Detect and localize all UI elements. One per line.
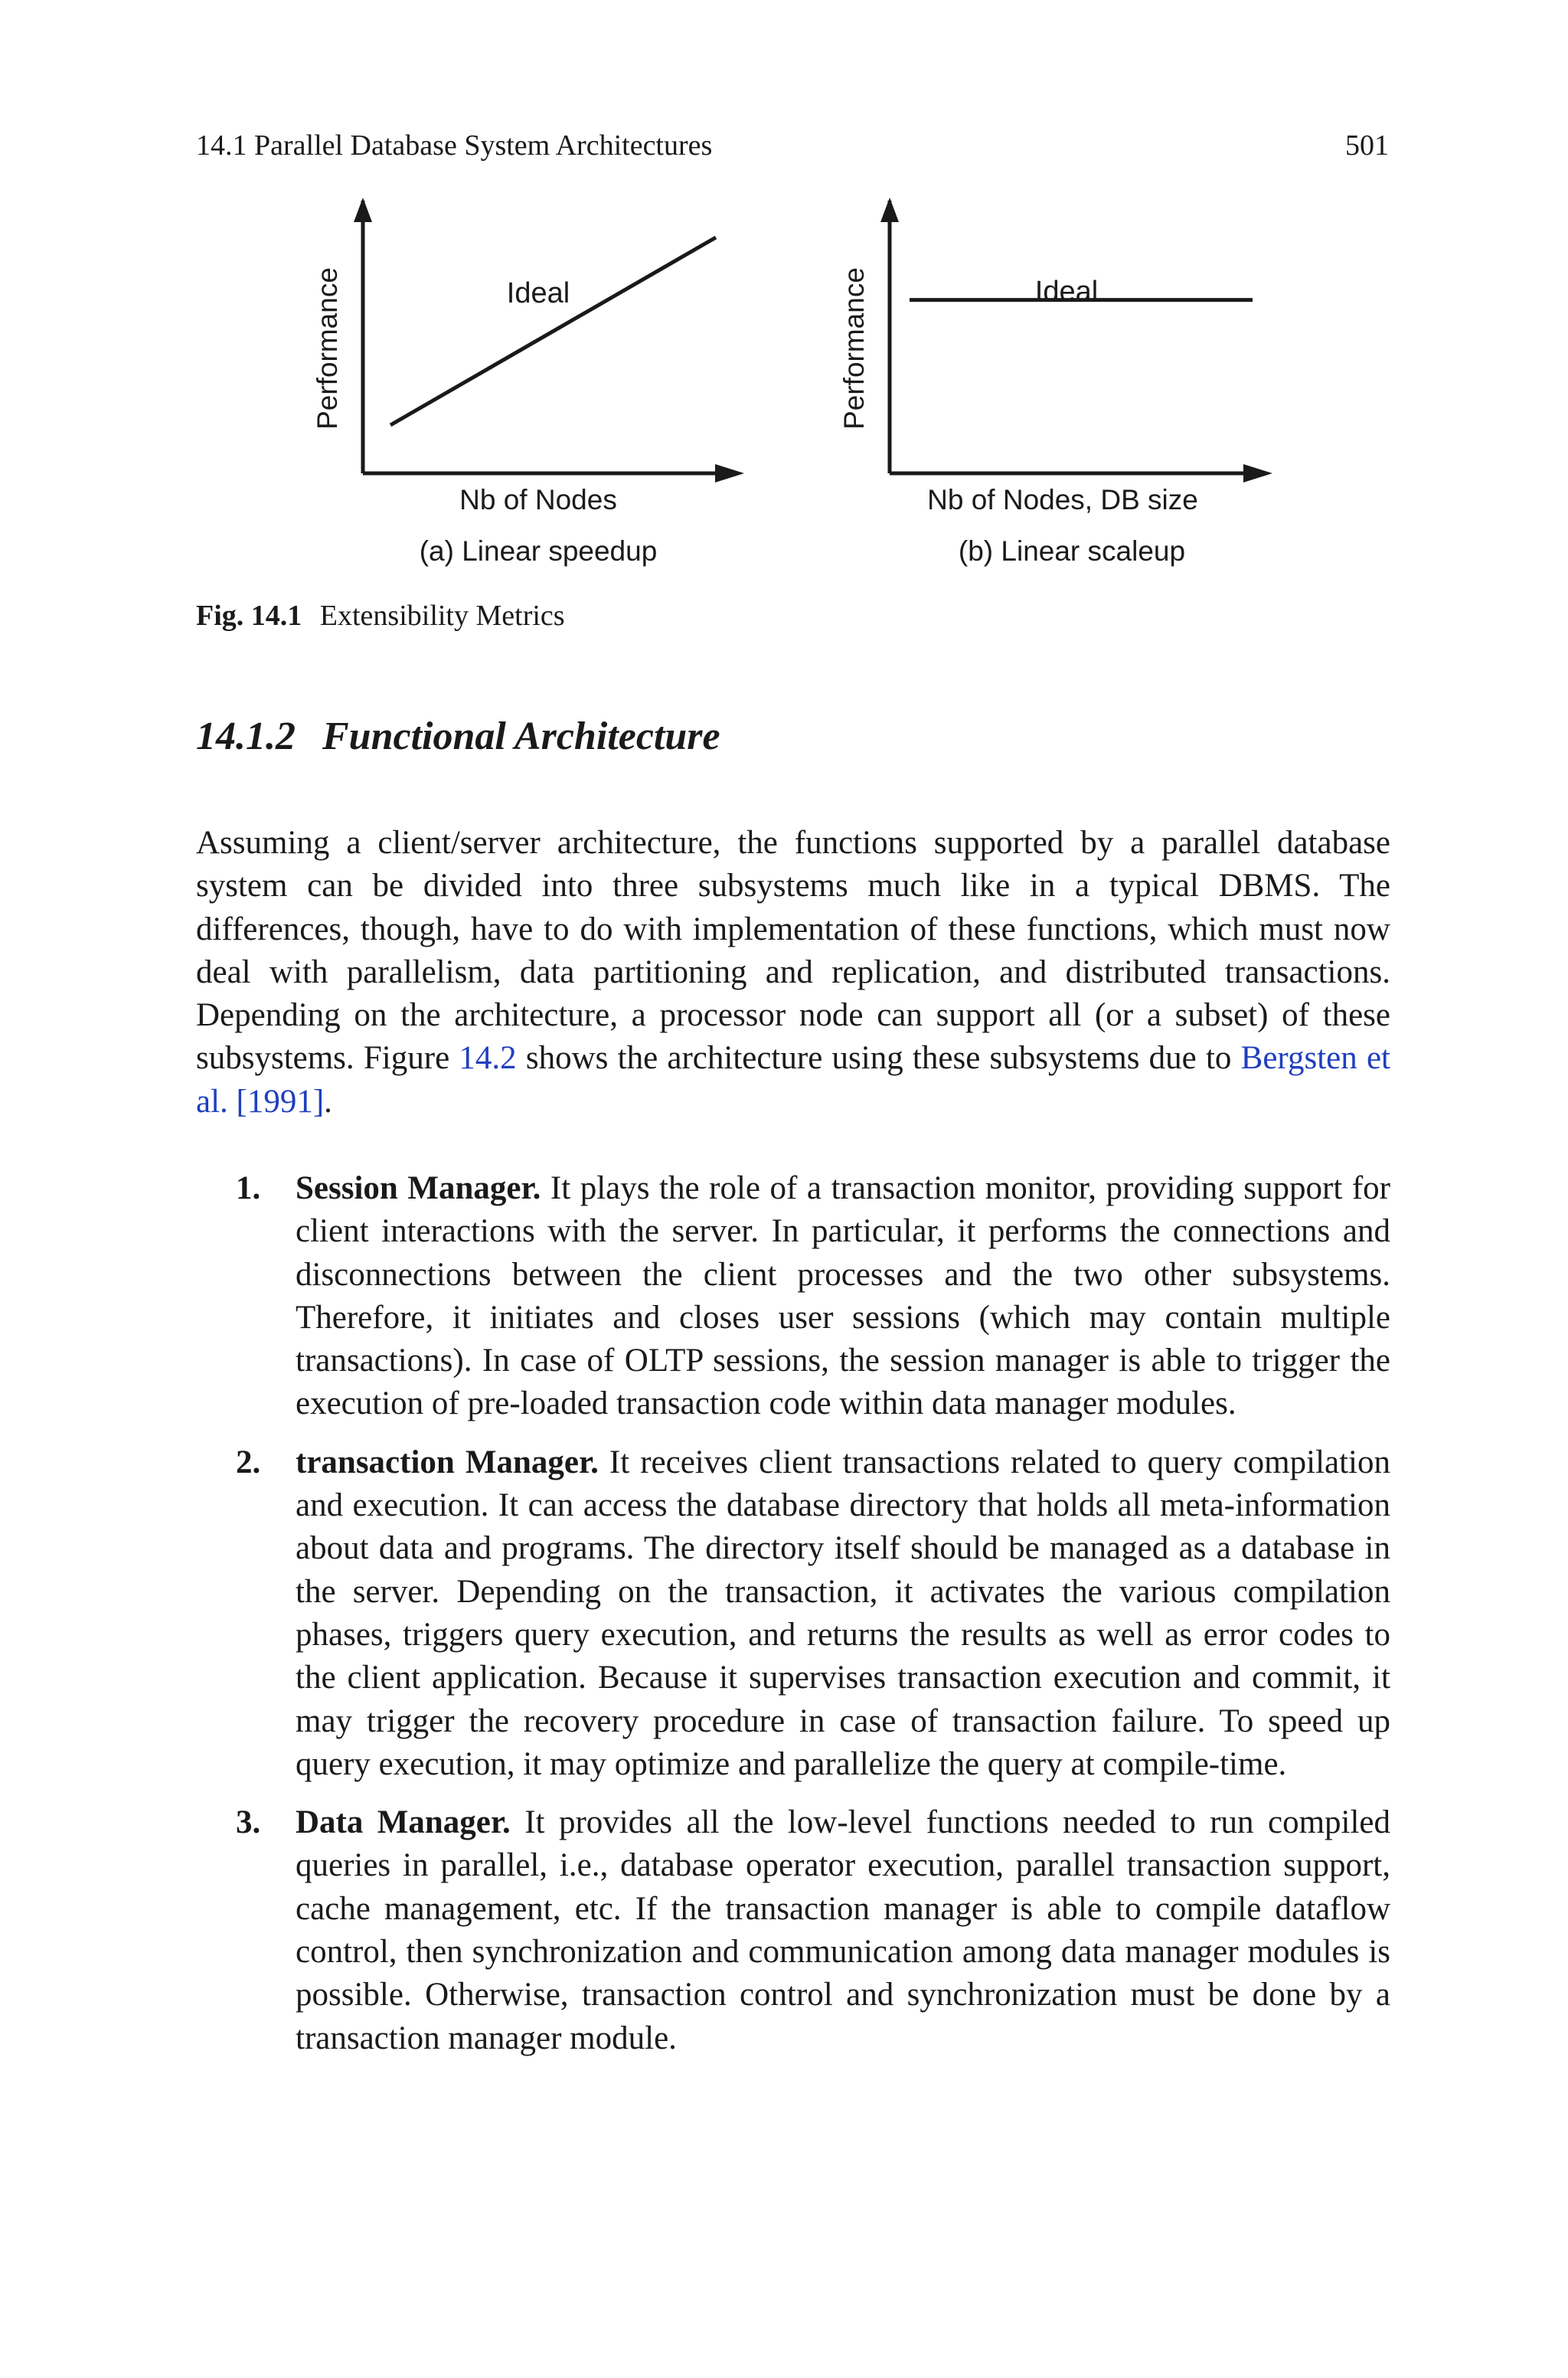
chart-a-series-label: Ideal [506,277,570,309]
chart-b-x-axis-arrow-icon [1243,464,1272,482]
list-item [196,1167,1390,1426]
section-number: 14.1.2 [196,715,296,758]
intro-text-2: shows the architecture using these subsystems due to [516,1040,1241,1077]
chart-b-title: (b) Linear scaleup [958,535,1186,567]
intro-text-1: Assuming a client/server architecture, the functions supported by a parallel database system can be divided into three subsystems much like in a typical DBMS. The differences, though, have to do with implementation of these functions, which must now deal with parallelism, data partitioning and replication, and distributed transactions. Depending on the architecture, a processor node can support all (or a subset) of these subsystems. Figure [196,825,1390,1077]
list-item-text: It receives client transactions related to query compilation and execution. It can access the database directory that holds all meta-information about data and programs. The directory itself should be managed as a database in the server. Depending on the transaction, it activates the various compilation phases, triggers query execution, and returns the results as well as error codes to the client application. Because it supervises transaction execution and commit, it may trigger the recovery procedure in case of transaction failure. To speed up query execution, it may optimize and parallelize the query at compile-time. [296,1444,1391,1782]
list-item-term: Data Manager. [296,1804,511,1841]
list-item-number: 1. [236,1170,261,1206]
chart-a-x-axis-arrow-icon [715,464,744,482]
figure-14-1 [0,0,1568,582]
chart-b-y-axis-arrow-icon [880,198,899,222]
chart-b [838,198,1272,567]
chart-a-y-axis-arrow-icon [354,198,372,222]
figure-label: Fig. 14.1 [196,600,302,632]
figure-reference-link[interactable]: 14.2 [459,1040,517,1077]
citation-link[interactable]: Bergsten et al. [1991] [196,1040,1390,1120]
list-item-number: 2. [236,1444,261,1480]
chart-a-x-label: Nb of Nodes [459,484,617,515]
chart-a [312,198,744,567]
list-item [196,1441,1390,1786]
list-item-text: It provides all the low-level functions needed to run compiled queries in parallel, i.e., database operator execution, parallel transaction support, cache management, etc. If the transaction manager is able to compile dataflow control, then synchronization and communication among data manager modules is possible. Otherwise, transaction control and synchronization must be done by a transaction manager module. [296,1804,1390,2056]
running-head-title: 14.1 Parallel Database System Architectures [196,129,713,162]
list-item [196,1801,1390,2060]
figure-caption-text: Extensibility Metrics [319,600,565,632]
intro-text-end: . [324,1083,332,1120]
page-number: 501 [1345,129,1389,162]
figure-caption [196,597,565,634]
intro-paragraph [196,822,1390,1124]
list-item-term: Session Manager. [296,1170,541,1206]
chart-a-title: (a) Linear speedup [419,535,658,567]
chart-b-x-label: Nb of Nodes, DB size [927,484,1198,515]
list-item-number: 3. [236,1804,261,1841]
section-heading [196,712,720,761]
chart-b-series-label: Ideal [1034,276,1099,308]
list-item-term: transaction Manager. [296,1444,599,1480]
list-item-text: It plays the role of a transaction monitor, providing support for client interactions with the server. In particular, it performs the connections and disconnections between the client processes and the two other subsystems. Therefore, it initiates and closes user sessions (which may contain multiple transactions). In case of OLTP sessions, the session manager is able to trigger the execution of pre-loaded transaction code within data manager modules. [296,1170,1390,1422]
chart-a-y-label: Performance [312,267,343,430]
section-title: Functional Architecture [322,715,720,758]
chart-b-y-label: Performance [838,267,870,430]
subsystem-list [196,1167,1390,2075]
chart-a-ideal-line [390,237,716,425]
